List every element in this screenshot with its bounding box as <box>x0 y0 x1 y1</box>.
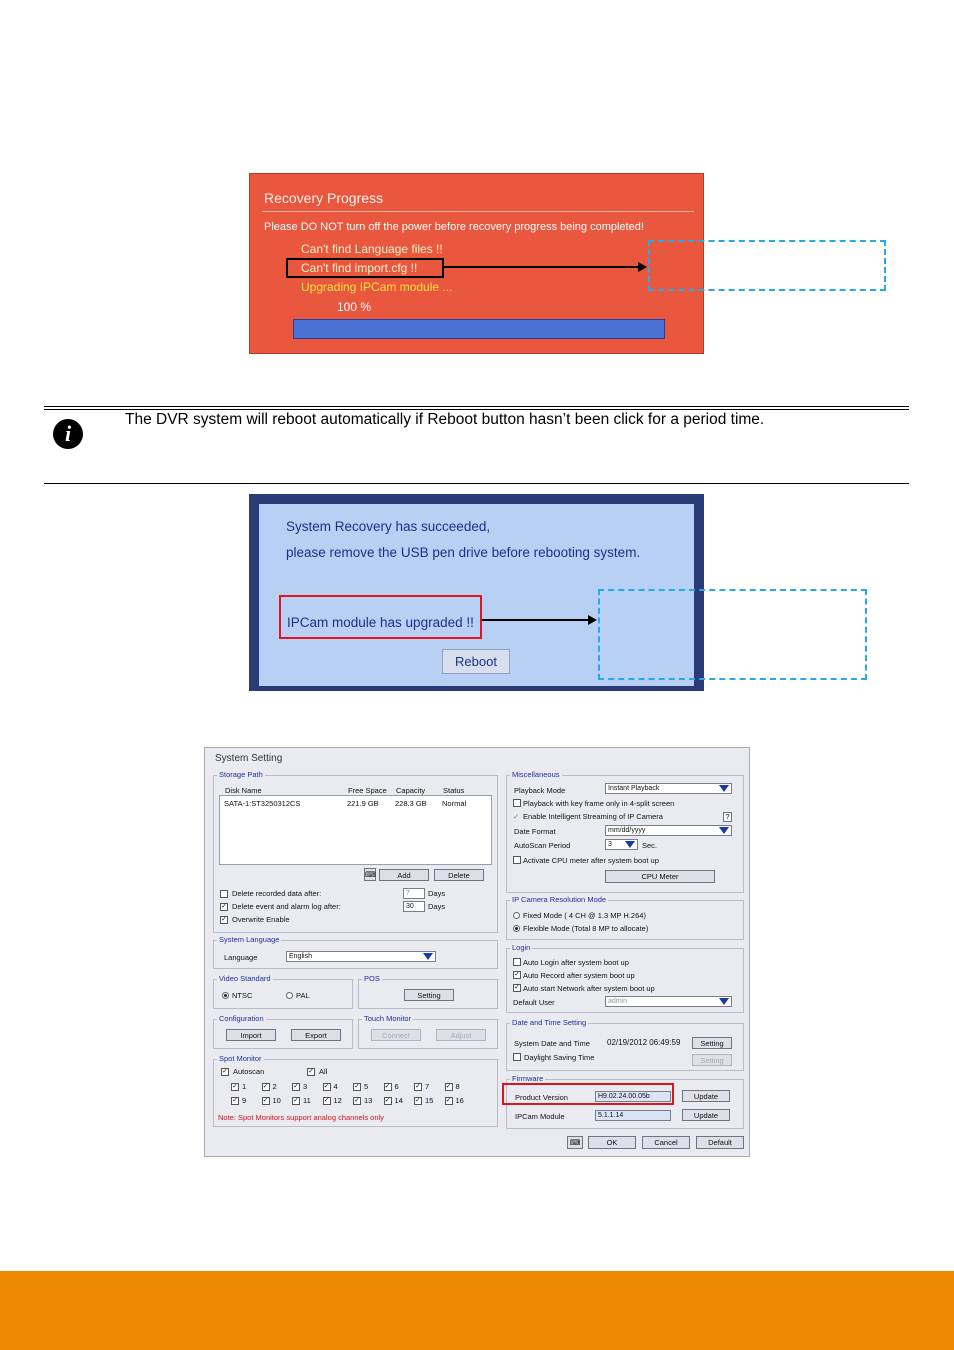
all-label: All <box>319 1067 328 1076</box>
date-format-select[interactable]: mm/dd/yyyy <box>605 825 732 836</box>
spot-channel-label: 8 <box>455 1082 460 1091</box>
note-bottom-rule <box>44 483 909 484</box>
connect-button[interactable]: Connect <box>371 1029 421 1041</box>
pos-group <box>358 974 498 1009</box>
recovery-warning: Please DO NOT turn off the power before recovery progress being completed! <box>264 221 644 233</box>
fixed-mode-radio[interactable] <box>513 912 520 919</box>
ipcam-module-label: IPCam Module <box>515 1112 565 1121</box>
spot-channel-label: 16 <box>455 1096 464 1105</box>
spot-channel-checkbox[interactable]: ✓ <box>384 1083 391 1090</box>
intelligent-label: Enable Intelligent Streaming of IP Camera <box>523 812 663 821</box>
system-datetime-value: 02/19/2012 06:49:59 <box>607 1038 681 1047</box>
product-version-label: Product Version <box>515 1093 568 1102</box>
system-language-group <box>213 935 498 969</box>
arrow-line <box>482 619 589 621</box>
keyframe-checkbox[interactable] <box>513 799 521 807</box>
delete-button[interactable]: Delete <box>434 869 484 881</box>
autoscan-period-select[interactable]: 3 <box>605 839 638 850</box>
autoscan-period-label: AutoScan Period <box>514 841 571 850</box>
cell-status: Normal <box>442 799 467 808</box>
highlight-box <box>286 258 444 278</box>
date-time-group <box>506 1018 744 1071</box>
group-label: IP Camera Resolution Mode <box>512 895 607 904</box>
delete-event-label: Delete event and alarm log after: <box>232 902 341 911</box>
sec-label: Sec. <box>642 841 658 850</box>
spot-channel-label: 2 <box>272 1082 277 1091</box>
page-footer-band <box>0 1271 954 1350</box>
spot-channel-label: 13 <box>364 1096 373 1105</box>
product-version-value: H9.02.24.00.05b <box>595 1091 671 1102</box>
overwrite-checkbox[interactable]: ✓ <box>221 916 227 923</box>
success-line1: System Recovery has succeeded, <box>286 519 491 534</box>
keyboard-icon[interactable]: ⌨ <box>567 1136 583 1149</box>
keyboard-icon[interactable]: ⌨ <box>365 870 376 879</box>
flexible-mode-radio[interactable] <box>513 925 520 932</box>
playback-mode-select[interactable]: Instant Playback <box>605 783 732 794</box>
note-top-rule <box>44 406 909 407</box>
miscellaneous-group <box>506 770 744 893</box>
add-button[interactable]: Add <box>379 869 429 881</box>
cancel-button[interactable]: Cancel <box>642 1136 690 1149</box>
reboot-button[interactable]: Reboot <box>442 649 510 674</box>
auto-record-label: Auto Record after system boot up <box>523 971 635 980</box>
group-label: Firmware <box>512 1074 544 1083</box>
auto-record-checkbox[interactable]: ✓ <box>514 971 520 978</box>
spot-channel-label: 5 <box>364 1082 369 1091</box>
status-import-cfg: Can't find import.cfg !! <box>301 261 418 275</box>
spot-monitor-group <box>213 1054 498 1127</box>
group-label: Login <box>512 943 531 952</box>
overwrite-label: Overwrite Enable <box>232 915 290 924</box>
auto-login-label: Auto Login after system boot up <box>523 958 629 967</box>
default-button[interactable]: Default <box>696 1136 744 1149</box>
title-divider <box>262 211 694 212</box>
col-capacity: Capacity <box>396 786 426 795</box>
ipcam-module-value: 5.1.1.14 <box>595 1110 671 1121</box>
note-text: The DVR system will reboot automatically if Reboot button hasn’t been click for a period time. <box>125 411 765 428</box>
datetime-setting-button[interactable]: Setting <box>692 1037 732 1049</box>
intelligent-check-icon[interactable]: ✓ <box>513 812 520 821</box>
configuration-group <box>213 1014 353 1049</box>
spot-channel-checkbox[interactable]: ✓ <box>293 1097 299 1104</box>
days-label: Days <box>428 902 446 911</box>
auto-login-checkbox[interactable] <box>513 958 521 966</box>
import-button[interactable]: Import <box>226 1029 276 1041</box>
dst-checkbox[interactable] <box>513 1053 521 1061</box>
auto-network-checkbox[interactable]: ✓ <box>514 984 520 991</box>
cell-capacity: 228.3 GB <box>395 799 427 808</box>
video-standard-group <box>213 974 353 1009</box>
spot-channel-checkbox[interactable]: ✓ <box>323 1083 330 1090</box>
auto-network-label: Auto start Network after system boot up <box>523 984 655 993</box>
spot-channel-checkbox[interactable]: ✓ <box>415 1083 421 1090</box>
spot-channel-label: 9 <box>242 1096 247 1105</box>
autoscan-checkbox[interactable]: ✓ <box>222 1068 228 1075</box>
spot-channel-checkbox[interactable]: ✓ <box>293 1083 299 1090</box>
pal-label: PAL <box>296 991 310 1000</box>
help-icon[interactable]: ? <box>723 812 732 822</box>
spot-channel-checkbox[interactable]: ✓ <box>354 1097 360 1104</box>
days-label: Days <box>428 889 446 898</box>
callout-box <box>598 589 867 680</box>
progress-bar <box>293 319 665 339</box>
group-label: Date and Time Setting <box>512 1018 587 1027</box>
progress-percent: 100 % <box>337 300 372 314</box>
fixed-mode-label: Fixed Mode ( 4 CH @ 1.3 MP H.264) <box>523 911 646 920</box>
spot-channel-label: 11 <box>303 1096 311 1105</box>
status-language: Can't find Language files !! <box>301 242 443 256</box>
ok-button[interactable]: OK <box>588 1136 636 1149</box>
system-datetime-label: System Date and Time <box>514 1039 590 1048</box>
spot-channel-label: 7 <box>425 1082 430 1091</box>
spot-channel-checkbox[interactable]: ✓ <box>354 1083 360 1090</box>
callout-box <box>648 240 886 291</box>
disk-list[interactable] <box>219 795 492 865</box>
delete-recorded-checkbox[interactable] <box>220 890 228 898</box>
spot-channel-checkbox[interactable]: ✓ <box>262 1097 269 1104</box>
group-label: Storage Path <box>219 770 263 779</box>
spot-channel-checkbox[interactable]: ✓ <box>445 1083 452 1090</box>
delete-recorded-days[interactable]: 7 <box>403 888 425 899</box>
spot-channel-label: 14 <box>394 1096 403 1105</box>
autoscan-label: Autoscan <box>233 1067 265 1076</box>
arrow-head-icon <box>638 262 647 272</box>
product-update-button[interactable]: Update <box>682 1090 730 1102</box>
default-user-label: Default User <box>513 998 555 1007</box>
spot-channel-checkbox[interactable]: ✓ <box>232 1083 238 1090</box>
adjust-button[interactable]: Adjust <box>436 1029 486 1041</box>
cell-disk: SATA-1:ST3250312CS <box>224 799 301 808</box>
ntsc-radio[interactable] <box>222 992 229 999</box>
dst-setting-button[interactable]: Setting <box>692 1054 732 1066</box>
spot-channel-label: 1 <box>242 1082 247 1091</box>
spot-channel-checkbox[interactable]: ✓ <box>445 1097 452 1104</box>
group-label: Video Standard <box>219 974 271 983</box>
spot-channel-label: 12 <box>333 1096 342 1105</box>
delete-recorded-label: Delete recorded data after: <box>232 889 322 898</box>
group-label: System Language <box>219 935 280 944</box>
export-button[interactable]: Export <box>291 1029 341 1041</box>
spot-channel-checkbox[interactable]: ✓ <box>232 1097 238 1104</box>
cell-free: 221.9 GB <box>347 799 379 808</box>
ntsc-label: NTSC <box>232 991 253 1000</box>
spot-channel-label: 15 <box>425 1096 434 1105</box>
recovery-title: Recovery Progress <box>264 190 384 206</box>
ipcam-update-button[interactable]: Update <box>682 1109 730 1121</box>
window-title: System Setting <box>215 753 283 764</box>
highlight-box-red <box>279 595 482 639</box>
info-icon: i <box>53 419 83 449</box>
language-select[interactable]: English <box>286 951 436 962</box>
spot-channel-checkbox[interactable]: ✓ <box>415 1097 421 1104</box>
ipcam-resolution-group <box>506 895 744 940</box>
spot-channel-checkbox[interactable]: ✓ <box>262 1083 269 1090</box>
col-status: Status <box>443 786 465 795</box>
spot-channel-checkbox[interactable]: ✓ <box>384 1097 391 1104</box>
touch-monitor-group <box>358 1014 498 1049</box>
keyframe-label: Playback with key frame only in 4-split screen <box>523 799 675 808</box>
group-label: Spot Monitor <box>219 1054 262 1063</box>
all-checkbox[interactable]: ✓ <box>308 1068 314 1075</box>
cpu-meter-checkbox[interactable] <box>513 856 521 864</box>
pos-setting-button[interactable]: Setting <box>404 989 454 1001</box>
default-user-select[interactable]: admin <box>605 996 732 1007</box>
status-upgrading: Upgrading IPCam module ... <box>301 280 453 294</box>
success-line2: please remove the USB pen drive before rebooting system. <box>286 545 641 560</box>
spot-channel-label: 4 <box>333 1082 338 1091</box>
group-label: POS <box>364 974 380 983</box>
col-disk-name: Disk Name <box>225 786 262 795</box>
flexible-mode-label: Flexible Mode (Total 8 MP to allocate) <box>523 924 649 933</box>
col-free-space: Free Space <box>348 786 387 795</box>
spot-channel-label: 3 <box>303 1082 308 1091</box>
spot-note: Note: Spot Monitors support analog channels only <box>218 1113 384 1122</box>
spot-channel-checkbox[interactable]: ✓ <box>323 1097 330 1104</box>
note-top-rule-2 <box>44 409 909 410</box>
cpu-meter-button[interactable]: CPU Meter <box>605 870 715 883</box>
date-format-label: Date Format <box>514 827 556 836</box>
login-group <box>506 943 744 1013</box>
group-label: Touch Monitor <box>364 1014 412 1023</box>
highlight-box-red <box>502 1083 674 1105</box>
spot-channel-label: 6 <box>394 1082 399 1091</box>
cpu-meter-label: Activate CPU meter after system boot up <box>523 856 659 865</box>
playback-mode-label: Playback Mode <box>514 786 566 795</box>
group-label: Configuration <box>219 1014 264 1023</box>
delete-event-days[interactable]: 30 <box>403 901 425 912</box>
ipcam-upgraded-text: IPCam module has upgraded !! <box>287 615 474 630</box>
pal-radio[interactable] <box>286 992 293 999</box>
dst-label: Daylight Saving Time <box>524 1053 595 1062</box>
language-label: Language <box>224 953 258 962</box>
arrow-head-icon <box>588 615 597 625</box>
arrow-line <box>444 266 640 268</box>
storage-path-group <box>213 770 498 933</box>
group-label: Miscellaneous <box>512 770 560 779</box>
spot-channel-label: 10 <box>272 1096 281 1105</box>
delete-event-checkbox[interactable]: ✓ <box>221 903 227 910</box>
